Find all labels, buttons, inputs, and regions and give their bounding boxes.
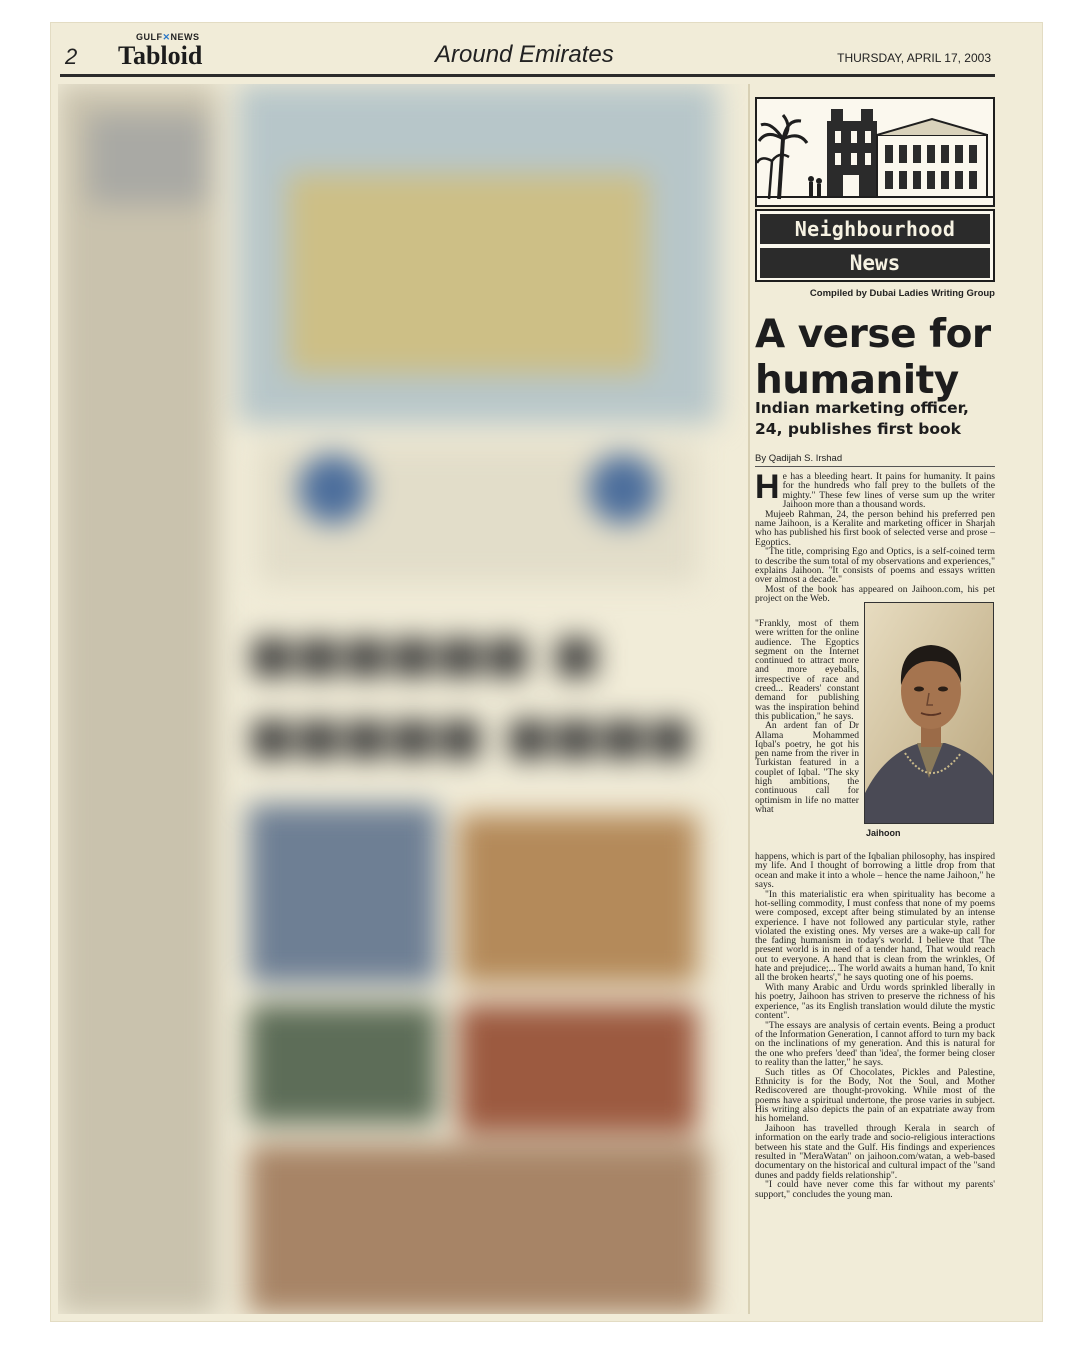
article-subhead: Indian marketing officer, 24, publishes first book <box>755 399 969 438</box>
paragraph: happens, which is part of the Iqbalian philosophy, has inspired my life. And I thought of borrowing a little drop from that ocean and make it into a whole – hence the name Jaihoon," he says. <box>755 851 995 890</box>
paragraph: "The essays are analysis of certain events. Being a product of the Information Generation, I cannot afford to turn my back on the inclinations of my generation. And this is natural for the one who prefers 'deed' than 'idea', the former being closer to reality than the latter," he says. <box>755 1019 995 1069</box>
page-number: 2 <box>65 44 78 69</box>
masthead-title: Tabloid <box>118 41 203 70</box>
paragraph: "In this materialistic era when spirituality has become a hot-selling commodity, I must confess that none of my poems were composed, except after being stimulated by an intense experience. I have not followed any particular style, rather violated the existing ones. My verses are a wake-up call for the fading humanism in today's world. I believe that 'The present world is in need of a tender hand, That would reach out to everyone. A hand that is clean from the wrinkles, Of hate and prejudice;... The world awaits a human hand, To knit all the broken hearts'," he says quoting one of his poems. <box>755 888 995 984</box>
issue-date: THURSDAY, APRIL 17, 2003 <box>837 51 991 65</box>
blurred-content-area: ■■■■■■ ■ ■■■■■ ■■■■ <box>58 84 748 1314</box>
paragraph: "The title, comprising Ego and Optics, is a self-coined term to describe the sum total of my observations and experiences," explains Jaihoon. "It consists of poems and essays written over almost a decade." <box>755 546 995 586</box>
bird-icon: ✕ <box>162 32 171 42</box>
article-body-top <box>755 468 995 605</box>
photo-caption: Jaihoon <box>866 828 901 838</box>
paragraph: "Frankly, most of them were written for the online audience. The Egoptics segment on the Internet continued to attract more and more eyeballs, irrespective of race and creed... Readers' constant demand for publishing was the inspiration behind this publication," he says. <box>755 618 859 722</box>
section-title: Around Emirates <box>435 41 614 68</box>
article-headline: A verse for humanity <box>755 312 991 403</box>
paragraph-text: e has a bleeding heart. It pains for humanity. It pains for the hundreds who fall prey to the bullets of the mighty." These few lines of verse sum up the writer Jaihoon more than a thousand words. <box>782 471 995 510</box>
logo-title-line2: News <box>760 248 990 278</box>
compiled-by-credit: Compiled by Dubai Ladies Writing Group <box>809 288 995 299</box>
paragraph <box>755 468 995 510</box>
paragraph: "I could have never come this far without my parents' support," concludes the young man. <box>755 1179 995 1200</box>
paragraph: Mujeeb Rahman, 24, the person behind his preferred pen name Jaihoon, is a Keralite and marketing officer in Sharjah who has published his first book of selected verse and prose – Egoptics. <box>755 508 995 548</box>
article-body-narrow <box>755 619 859 814</box>
article-body-bottom <box>755 852 995 1199</box>
paragraph: Most of the book has appeared on Jaihoon.com, his pet project on the Web. <box>755 584 995 605</box>
paragraph: With many Arabic and Urdu words sprinkled liberally in his poetry, Jaihoon has striven to preserve the richness of his experience, "as its English translation would dilute the mystic content". <box>755 982 995 1022</box>
paragraph: Jaihoon has travelled through Kerala in search of information on the early trade and socio-religious interactions between his state and the Gulf. His findings and experiences resulted in "MeraWatan" on jaihoon.com/watan, a web-based documentary on the historical and cultural impact of the "sand dunes and paddy fields relationship". <box>755 1123 995 1181</box>
paragraph: An ardent fan of Dr Allama Mohammed Iqbal's poetry, he got his pen name from the river in Turkistan featured in a couplet of Iqbal. "The sky high ambitions, the continuous call for optimism in life no matter what <box>755 720 859 815</box>
neighbourhood-news-logo <box>755 97 995 282</box>
masthead-kicker-2: NEWS <box>170 32 200 42</box>
paragraph: Such titles as Of Chocolates, Pickles and Palestine, Ethnicity is for the Body, Not the Soul, and Mother Rediscovered are thought-provoking. While most of the poems have a spiritual undertone, the prose varies in subject. His writing also depicts the pain of an expatriate away from his homeland. <box>755 1066 995 1125</box>
masthead-kicker-1: GULF <box>136 32 163 42</box>
building-illustration-icon <box>755 97 995 207</box>
article-byline: By Qadijah S. Irshad <box>755 453 995 467</box>
neighbourhood-news-title <box>755 209 995 282</box>
author-photo <box>864 602 994 824</box>
logo-title-line1: Neighbourhood <box>760 214 990 244</box>
drop-cap: H <box>755 468 780 506</box>
